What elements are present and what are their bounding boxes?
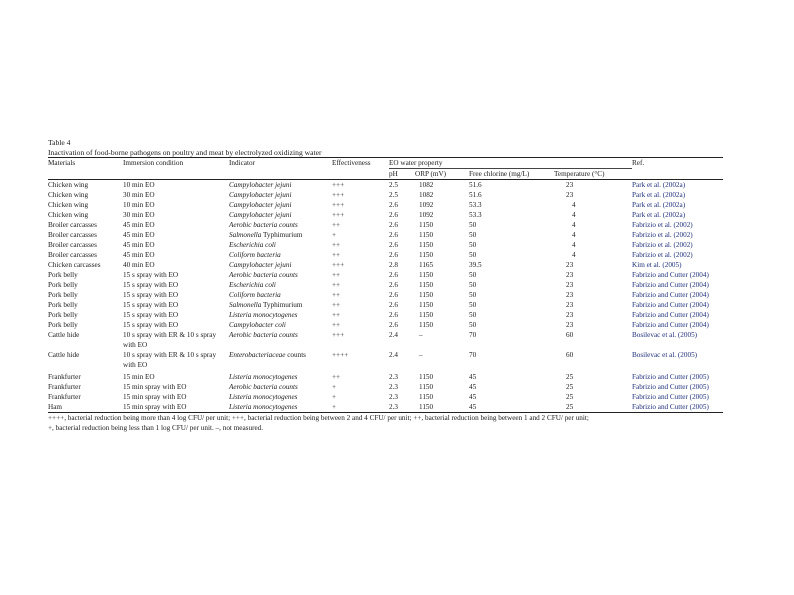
header-ph: pH [389,169,415,180]
cell-ph: 2.6 [389,241,398,250]
cell-ref: Fabrizio and Cutter (2004) [632,271,709,280]
indicator-name: Campylobacter jejuni [229,181,292,190]
cell-condition: 10 s spray with ER & 10 s spray with EO [123,351,217,370]
cell-ph: 2.6 [389,211,398,220]
cell-condition: 15 min spray with EO [123,402,229,413]
cell-temperature: 23 [566,191,574,200]
indicator-suffix: counts [285,351,306,360]
cell-material: Broiler carcasses [48,241,97,250]
table-row [48,210,723,220]
cell-material: Chicken wing [48,191,89,200]
cell-condition: 15 s spray with EO [123,271,179,280]
cell-temperature: 25 [554,402,632,413]
header-temperature: Temperature (°C) [554,169,632,180]
cell-orp: 1150 [419,301,434,310]
table-row [48,310,723,320]
cell-temperature: 23 [566,281,574,290]
cell-effectiveness: ++ [332,291,341,300]
cell-effectiveness: +++ [332,181,345,190]
cell-indicator [229,350,332,370]
cell-material: Broiler carcasses [48,221,97,230]
header-orp: ORP (mV) [415,169,469,180]
cell-indicator [229,200,332,210]
indicator-name: Campylobacter jejuni [229,261,292,270]
cell-orp: 1082 [419,181,434,190]
cell-indicator [229,382,332,392]
cell-condition: 15 min spray with EO [123,383,187,392]
cell-chlorine: 50 [469,311,477,320]
table-label: Table 4 [48,138,71,147]
cell-material: Cattle hide [48,331,80,340]
cell-orp: 1150 [419,291,434,300]
cell-ref: Fabrizio and Cutter (2005) [632,373,709,382]
cell-ref: Fabrizio and Cutter (2005) [632,383,709,392]
cell-indicator [229,330,332,350]
cell-chlorine: 50 [469,251,477,260]
cell-orp: 1150 [415,402,469,413]
header-immersion: Immersion condition [123,158,229,169]
cell-condition: 10 s spray with ER & 10 s spray with EO [123,331,217,350]
cell-ref: Fabrizio and Cutter (2004) [632,311,709,320]
cell-chlorine: 50 [469,271,477,280]
footnote-line-1: ++++, bacterial reduction being more than 4 log CFU/ per unit; +++, bacterial reduction being between 2 and 4 CFU/ per unit; ++, bacterial reduction being between 1 and 2 CFU/ per unit; [48,414,589,423]
cell-temperature: 23 [566,181,574,190]
table-row [48,290,723,300]
cell-indicator [229,270,332,280]
indicator-name: Campylobacter coli [229,321,286,330]
cell-material: Pork belly [48,291,78,300]
cell-material: Pork belly [48,281,78,290]
indicator-name: Campylobacter jejuni [229,211,292,220]
cell-indicator [229,220,332,230]
table-row [48,240,723,250]
cell-effectiveness: +++ [332,261,345,270]
header-chlorine: Free chlorine (mg/L) [469,169,554,180]
cell-ph: 2.6 [389,251,398,260]
cell-orp: 1150 [419,383,434,392]
cell-indicator [229,230,332,240]
cell-temperature: 4 [572,241,576,250]
cell-temperature: 25 [566,393,574,402]
cell-orp: 1150 [419,281,434,290]
cell-ph: 2.6 [389,311,398,320]
indicator-name: Aerobic bacteria counts [229,383,298,392]
cell-orp: 1150 [419,231,434,240]
cell-condition: 30 min EO [123,191,155,200]
cell-ref: Park et al. (2002a) [632,191,686,200]
table-body [48,180,723,413]
cell-indicator [229,190,332,200]
cell-effectiveness: ++ [332,373,341,382]
cell-chlorine: 51.6 [469,181,482,190]
table-row [48,280,723,290]
cell-orp: 1150 [419,393,434,402]
cell-effectiveness: ++ [332,271,341,280]
table-row [48,220,723,230]
cell-temperature: 23 [566,311,574,320]
indicator-name: Salmonella [229,231,262,240]
header-row-1 [48,158,723,169]
cell-chlorine: 50 [469,241,477,250]
cell-chlorine: 50 [469,221,477,230]
table-row [48,270,723,280]
cell-material: Broiler carcasses [48,231,97,240]
cell-material: Frankfurter [48,383,81,392]
cell-temperature: 4 [572,211,576,220]
cell-orp: – [419,331,423,340]
cell-condition: 45 min EO [123,221,155,230]
cell-condition: 15 s spray with EO [123,311,179,320]
cell-orp: 1150 [419,271,434,280]
data-table [48,157,723,413]
indicator-name: Escherichia coli [229,241,276,250]
indicator-name: Listeria monocytogenes [229,403,298,412]
cell-ph: 2.4 [389,351,398,360]
cell-chlorine: 50 [469,301,477,310]
table-row [48,330,723,350]
cell-temperature: 23 [566,301,574,310]
cell-condition: 15 s spray with EO [123,291,179,300]
cell-chlorine: 45 [469,393,477,402]
cell-ph: 2.6 [389,201,398,210]
cell-chlorine: 51.6 [469,191,482,200]
cell-ref: Fabrizio and Cutter (2004) [632,321,709,330]
header-row-2 [48,169,723,180]
table-row [48,190,723,200]
cell-effectiveness: ++ [332,281,341,290]
table-container [48,138,723,433]
cell-chlorine: 53.3 [469,211,482,220]
cell-ref: Park et al. (2002a) [632,211,686,220]
cell-indicator [229,402,332,413]
cell-ph: 2.4 [389,331,398,340]
cell-ph: 2.6 [389,291,398,300]
indicator-name: Coliform bacteria [229,251,281,260]
indicator-name: Enterobacteriaceae [229,351,286,360]
indicator-name: Escherichia coli [229,281,276,290]
cell-ph: 2.3 [389,393,398,402]
cell-condition: 15 s spray with EO [123,281,179,290]
cell-orp: 1150 [419,311,434,320]
table-footnote [48,414,723,433]
cell-material: Ham [48,402,123,413]
cell-condition: 15 s spray with EO [123,321,179,330]
cell-condition: 45 min EO [123,231,155,240]
header-effectiveness: Effectiveness [332,158,389,169]
cell-orp: 1082 [419,191,434,200]
cell-chlorine: 45 [469,373,477,382]
cell-temperature: 25 [566,373,574,382]
cell-effectiveness: ++ [332,311,341,320]
cell-ref: Fabrizio et al. (2002) [632,241,693,250]
indicator-name: Listeria monocytogenes [229,311,298,320]
cell-effectiveness: +++ [332,201,345,210]
cell-ph: 2.3 [389,383,398,392]
cell-effectiveness: + [332,383,337,392]
cell-ref: Fabrizio et al. (2002) [632,231,693,240]
indicator-suffix: Typhimurium [261,231,303,240]
cell-effectiveness: + [332,393,337,402]
indicator-name: Aerobic bacteria counts [229,331,298,340]
table-row [48,260,723,270]
cell-ph: 2.3 [389,402,415,413]
header-materials: Materials [48,158,123,169]
table-row [48,250,723,260]
cell-material: Pork belly [48,271,78,280]
cell-orp: – [419,351,423,360]
cell-indicator [229,310,332,320]
cell-indicator [229,290,332,300]
cell-condition: 45 min EO [123,241,155,250]
cell-effectiveness: +++ [332,191,345,200]
table-row [48,392,723,402]
cell-material: Pork belly [48,301,78,310]
cell-condition: 10 min EO [123,201,155,210]
indicator-name: Coliform bacteria [229,291,281,300]
cell-condition: 45 min EO [123,251,155,260]
cell-effectiveness: ++ [332,251,341,260]
cell-temperature: 23 [566,291,574,300]
cell-chlorine: 70 [469,351,477,360]
cell-condition: 15 min spray with EO [123,393,187,402]
indicator-name: Campylobacter jejuni [229,201,292,210]
cell-material: Broiler carcasses [48,251,97,260]
cell-effectiveness: + [332,402,389,413]
cell-ph: 2.3 [389,373,398,382]
cell-material: Frankfurter [48,373,81,382]
cell-material: Pork belly [48,311,78,320]
cell-orp: 1092 [419,211,434,220]
cell-ph: 2.5 [389,181,398,190]
cell-condition: 40 min EO [123,261,155,270]
cell-indicator [229,260,332,270]
table-row [48,230,723,240]
cell-ref: Kim et al. (2005) [632,261,682,270]
cell-ref: Fabrizio and Cutter (2004) [632,291,709,300]
cell-material: Chicken wing [48,201,89,210]
header-eo-property: EO water property [389,158,632,169]
cell-orp: 1092 [419,201,434,210]
cell-effectiveness: ++ [332,241,341,250]
cell-chlorine: 50 [469,231,477,240]
cell-temperature: 23 [566,321,574,330]
cell-ph: 2.6 [389,221,398,230]
table-row [48,382,723,392]
cell-condition: 30 min EO [123,211,155,220]
cell-ph: 2.6 [389,231,398,240]
cell-chlorine: 45 [469,383,477,392]
cell-ref: Fabrizio and Cutter (2005) [632,402,723,413]
cell-temperature: 4 [572,251,576,260]
cell-temperature: 23 [566,271,574,280]
cell-material: Chicken carcasses [48,261,101,270]
cell-orp: 1150 [419,373,434,382]
cell-indicator [229,370,332,382]
cell-ph: 2.8 [389,261,398,270]
cell-ph: 2.6 [389,301,398,310]
cell-ref: Park et al. (2002a) [632,181,686,190]
cell-condition: 10 min EO [123,181,155,190]
cell-chlorine: 45 [469,402,554,413]
cell-indicator [229,240,332,250]
cell-temperature: 4 [572,231,576,240]
table-row [48,300,723,310]
cell-ph: 2.6 [389,321,398,330]
indicator-name: Aerobic bacteria counts [229,271,298,280]
indicator-name: Campylobacter jejuni [229,191,292,200]
cell-chlorine: 39.5 [469,261,482,270]
table-title: Inactivation of food-borne pathogens on poultry and meat by electrolyzed oxidizing water [48,147,322,157]
indicator-name: Aerobic bacteria counts [229,221,298,230]
cell-effectiveness: ++++ [332,351,349,360]
cell-material: Pork belly [48,321,78,330]
cell-ref: Park et al. (2002a) [632,201,686,210]
header-indicator: Indicator [229,158,332,169]
cell-effectiveness: + [332,231,337,240]
cell-chlorine: 70 [469,331,477,340]
cell-indicator [229,250,332,260]
cell-material: Chicken wing [48,211,89,220]
cell-effectiveness: ++ [332,321,341,330]
cell-chlorine: 50 [469,281,477,290]
cell-effectiveness: ++ [332,301,341,310]
cell-ph: 2.5 [389,191,398,200]
cell-effectiveness: +++ [332,211,345,220]
cell-orp: 1150 [419,221,434,230]
cell-temperature: 23 [566,261,574,270]
indicator-name: Listeria monocytogenes [229,393,298,402]
cell-ref: Fabrizio et al. (2002) [632,251,693,260]
table-row [48,402,723,413]
cell-ref: Bosilevac et al. (2005) [632,331,698,340]
cell-ph: 2.6 [389,281,398,290]
header-ref: Ref. [632,158,723,169]
table-row [48,180,723,191]
cell-material: Chicken wing [48,181,89,190]
cell-temperature: 60 [566,351,574,360]
cell-temperature: 4 [572,221,576,230]
table-row [48,370,723,382]
table-row [48,320,723,330]
cell-chlorine: 50 [469,291,477,300]
cell-indicator [229,280,332,290]
cell-indicator [229,320,332,330]
cell-orp: 1150 [419,251,434,260]
indicator-name: Salmonella [229,301,262,310]
cell-temperature: 25 [566,383,574,392]
cell-ph: 2.6 [389,271,398,280]
cell-orp: 1165 [419,261,434,270]
indicator-suffix: Typhimurium [261,301,303,310]
cell-indicator [229,300,332,310]
table-row [48,350,723,370]
cell-temperature: 60 [566,331,574,340]
cell-chlorine: 50 [469,321,477,330]
cell-orp: 1150 [419,241,434,250]
cell-indicator [229,392,332,402]
cell-effectiveness: ++ [332,221,341,230]
cell-ref: Fabrizio and Cutter (2005) [632,393,709,402]
cell-condition: 15 min EO [123,373,155,382]
cell-indicator [229,180,332,191]
indicator-name: Listeria monocytogenes [229,373,298,382]
cell-ref: Bosilevac et al. (2005) [632,351,698,360]
cell-chlorine: 53.3 [469,201,482,210]
cell-ref: Fabrizio et al. (2002) [632,221,693,230]
cell-ref: Fabrizio and Cutter (2004) [632,281,709,290]
cell-condition: 15 s spray with EO [123,301,179,310]
cell-ref: Fabrizio and Cutter (2004) [632,301,709,310]
cell-orp: 1150 [419,321,434,330]
table-row [48,200,723,210]
cell-material: Frankfurter [48,393,81,402]
footnote-line-2: +, bacterial reduction being less than 1 log CFU/ per unit. –, not measured. [48,423,264,432]
cell-temperature: 4 [572,201,576,210]
cell-material: Cattle hide [48,351,80,360]
cell-indicator [229,210,332,220]
cell-effectiveness: +++ [332,331,345,340]
